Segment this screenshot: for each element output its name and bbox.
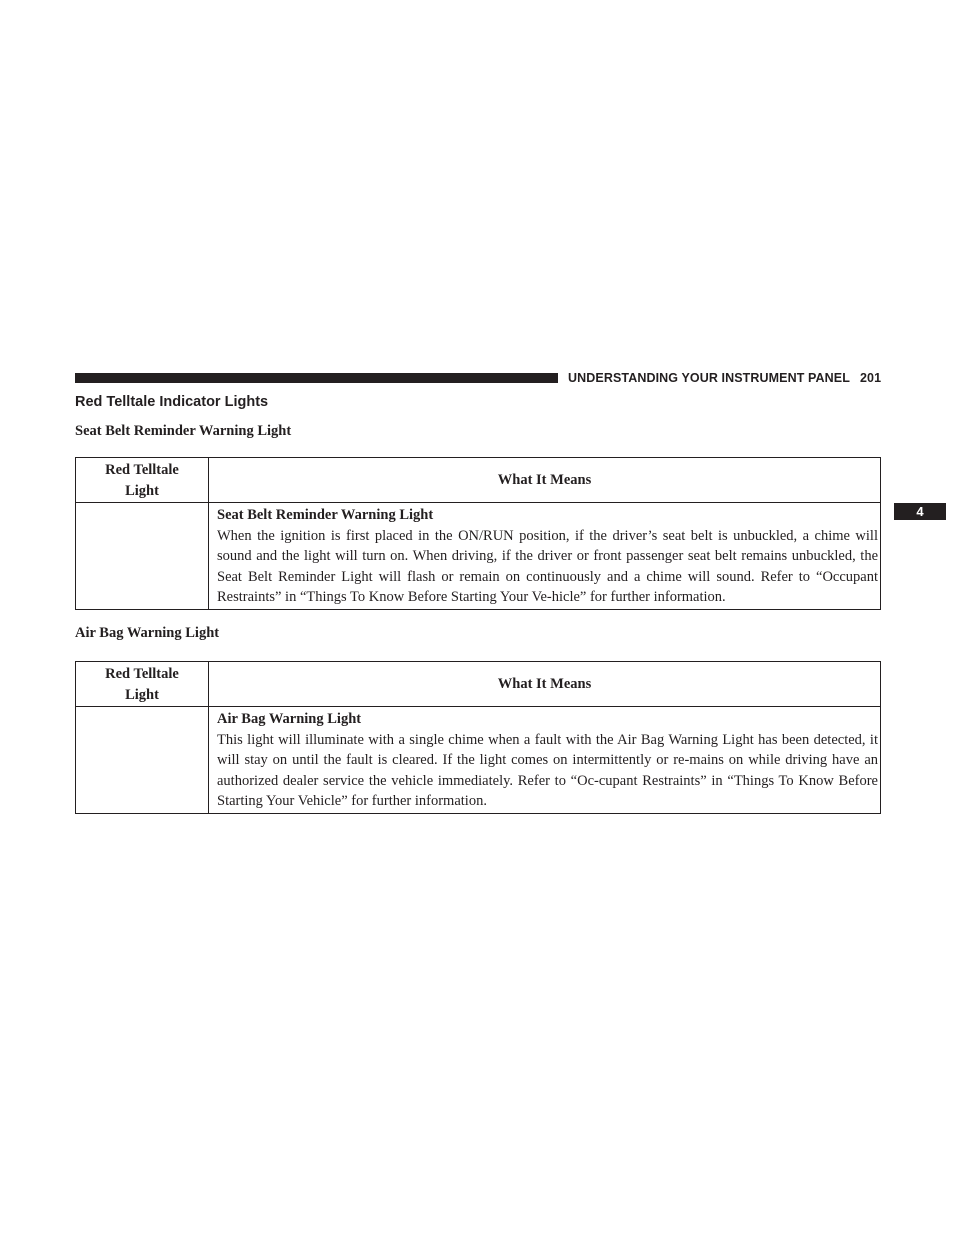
table-header-row — [76, 662, 881, 707]
air-bag-table — [75, 661, 881, 814]
section-title: Red Telltale Indicator Lights — [75, 394, 269, 410]
col-header-meaning: What It Means — [209, 662, 881, 707]
col-header-telltale: Red Telltale Light — [76, 662, 209, 707]
row-title: Air Bag Warning Light — [217, 711, 362, 727]
row-text: This light will illuminate with a single chime when a fault with the Air Bag Warning Light has been detected, it will stay on until the fault is cleared. If the light comes on intermittently or re-mains on while driving have an authorized dealer service the vehicle immediately. Refer to “Oc-cupant Restraints” in “Things To Know Before Starting Your Vehicle” for further information. — [217, 731, 878, 809]
meaning-cell — [209, 503, 881, 610]
col-header-telltale: Red Telltale Light — [76, 458, 209, 503]
telltale-icon-cell — [76, 707, 209, 814]
header-rule — [75, 373, 558, 383]
table-row — [76, 707, 881, 814]
telltale-icon-cell — [76, 503, 209, 610]
subtitle-seat-belt: Seat Belt Reminder Warning Light — [75, 423, 292, 439]
meaning-cell — [209, 707, 881, 814]
row-title: Seat Belt Reminder Warning Light — [217, 507, 434, 523]
col-header-meaning: What It Means — [209, 458, 881, 503]
header-title: UNDERSTANDING YOUR INSTRUMENT PANEL — [568, 371, 850, 385]
subtitle-air-bag: Air Bag Warning Light — [75, 625, 220, 641]
page-number: 201 — [859, 371, 882, 385]
table-header-row — [76, 458, 881, 503]
chapter-tab: 4 — [894, 503, 946, 520]
table-row — [76, 503, 881, 610]
row-text: When the ignition is first placed in the ON/RUN position, if the driver’s seat belt is unbuckled, a chime will sound and the light will turn on. When driving, if the driver or front passenger seat belt remains unbuckled, the Seat Belt Reminder Light will flash or remain on continuously and a chime will sound. Refer to “Occupant Restraints” in “Things To Know Before Starting Your Ve-hicle” for further information. — [217, 527, 878, 605]
running-header — [568, 370, 881, 386]
seat-belt-table — [75, 457, 881, 610]
